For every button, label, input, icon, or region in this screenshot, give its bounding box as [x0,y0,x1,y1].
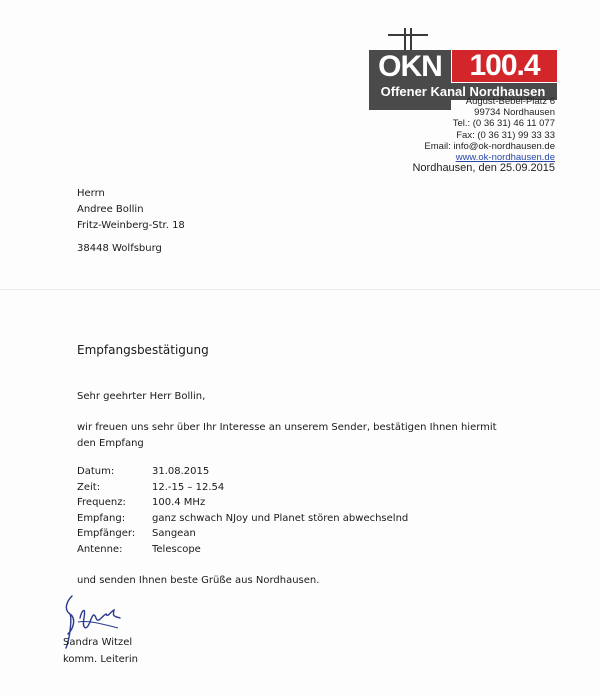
detail-value: 100.4 MHz [152,497,206,508]
recipient-name: Andree Bollin [77,204,144,215]
detail-label: Frequenz: [77,497,126,508]
letter-intro: wir freuen uns sehr über Ihr Interesse an unserem Sender, bestätigen Ihnen hiermit den Empfang [77,422,497,449]
detail-value: Telescope [152,543,201,555]
place-date: Nordhausen, den 25.09.2015 [412,162,555,174]
detail-value: 31.08.2015 [152,466,210,477]
sender-street: August-Bebel-Platz 6 [465,96,555,107]
detail-label: Empfänger: [77,528,136,539]
sender-address [424,96,555,163]
detail-value: 12.-15 – 12.54 [152,481,225,493]
recipient-address [77,186,185,234]
letter-greeting: Sehr geehrter Herr Bollin, [77,391,206,402]
page-fold [0,289,600,290]
logo-frequency-block [452,50,557,82]
logo-okn-text: OKN [378,50,442,83]
station-logo [369,26,557,100]
recipient-street: Fritz-Weinberg-Str. 18 [77,220,185,231]
sender-website-link[interactable]: www.ok-nordhausen.de [455,152,555,164]
letter-closing: und senden Ihnen beste Grüße aus Nordhausen. [77,575,320,586]
logo-frequency-text: 100.4 [469,49,540,82]
letter-subject: Empfangsbestätigung [77,343,209,357]
detail-label: Zeit: [77,481,101,493]
detail-value: Sangean [152,528,196,539]
antenna-icon [388,26,428,50]
signatory-block [63,634,138,668]
signatory-name: Sandra Witzel [63,637,133,648]
sender-fax: Fax: (0 36 31) 99 33 33 [456,129,555,141]
detail-label: Antenne: [77,543,123,555]
logo-station-name: Offener Kanal Nordhausen [380,84,546,99]
sender-email: Email: info@ok-nordhausen.de [424,140,555,152]
detail-label: Datum: [77,466,115,477]
signatory-role: komm. Leiterin [63,654,139,665]
detail-value: ganz schwach NJoy und Planet stören abwechselnd [152,512,409,524]
detail-label: Empfang: [77,512,126,524]
recipient-city: 38448 Wolfsburg [77,243,162,254]
sender-city: 99734 Nordhausen [474,107,555,119]
recipient-salutation: Herrn [77,188,105,199]
sender-tel: Tel.: (0 36 31) 46 11 077 [452,118,555,130]
